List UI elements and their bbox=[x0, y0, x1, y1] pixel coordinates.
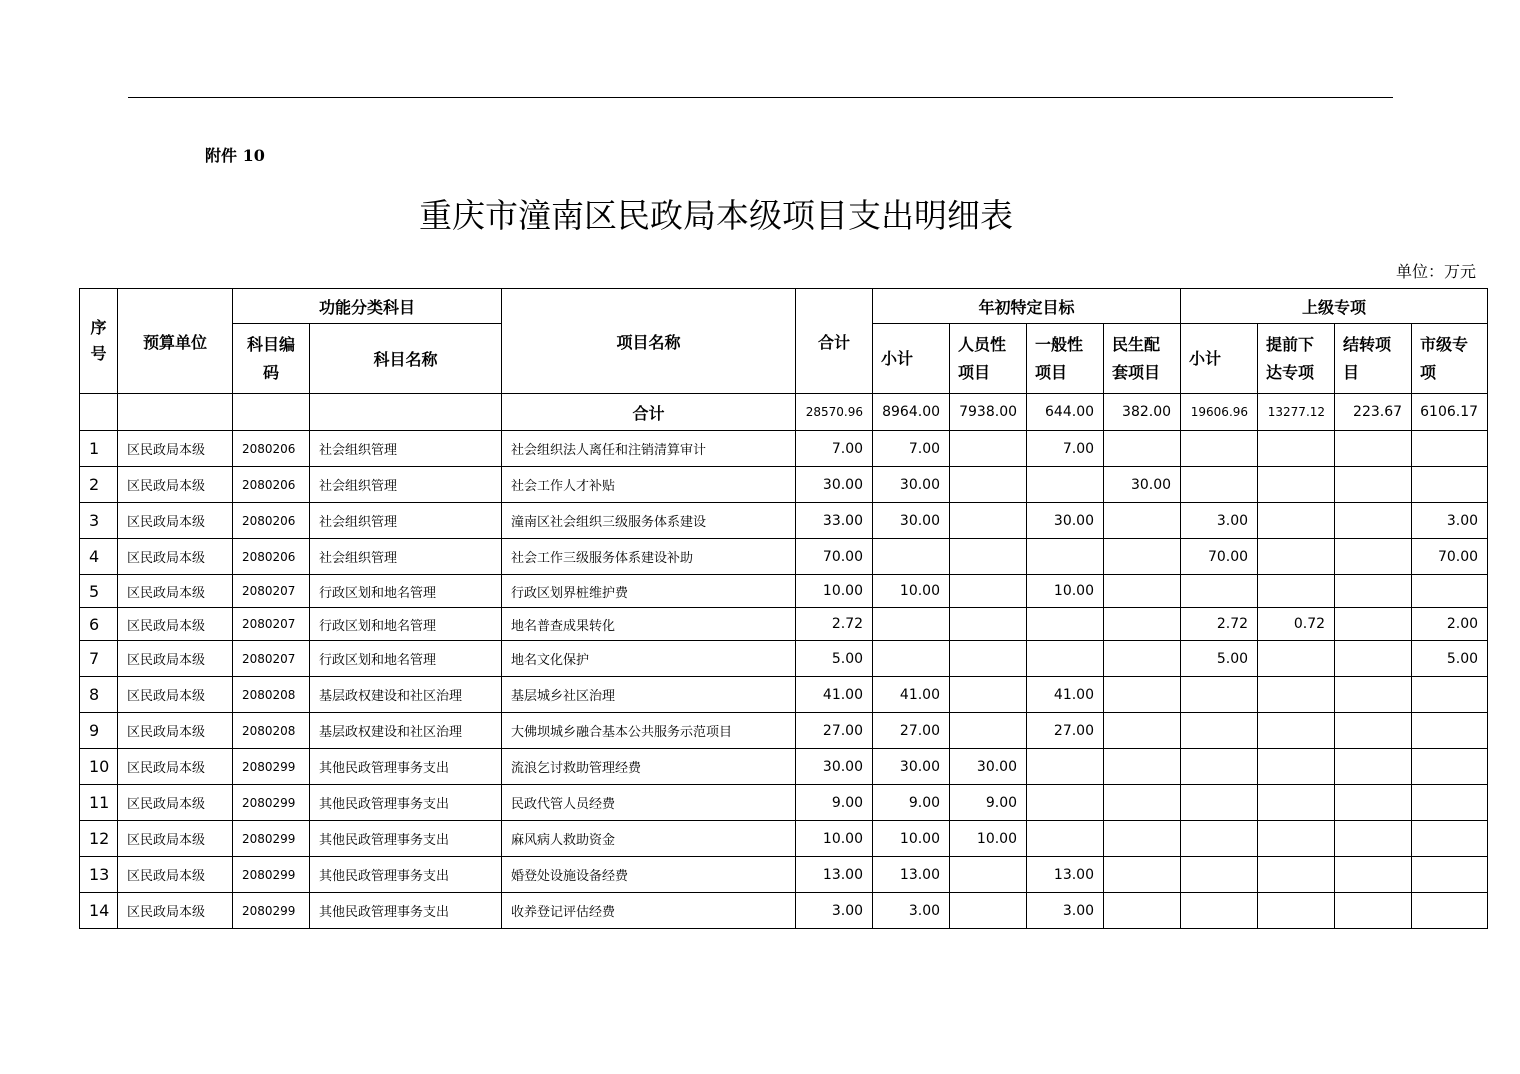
row-city bbox=[1412, 467, 1488, 503]
row-advance bbox=[1258, 641, 1335, 677]
row-general: 27.00 bbox=[1027, 713, 1104, 749]
row-subject-code: 2080208 bbox=[233, 713, 310, 749]
row-city: 2.00 bbox=[1412, 608, 1488, 641]
row-sup-subtotal bbox=[1181, 857, 1258, 893]
row-general: 7.00 bbox=[1027, 431, 1104, 467]
row-subject-code: 2080206 bbox=[233, 431, 310, 467]
row-budget-unit: 区民政局本级 bbox=[118, 677, 233, 713]
row-city bbox=[1412, 785, 1488, 821]
table-row bbox=[80, 503, 1488, 539]
header-total: 合计 bbox=[796, 289, 873, 394]
row-total: 13.00 bbox=[796, 857, 873, 893]
row-city bbox=[1412, 713, 1488, 749]
row-total: 10.00 bbox=[796, 821, 873, 857]
row-total: 9.00 bbox=[796, 785, 873, 821]
row-carryover bbox=[1335, 821, 1412, 857]
table-row bbox=[80, 641, 1488, 677]
row-advance bbox=[1258, 503, 1335, 539]
table-row bbox=[80, 821, 1488, 857]
table-row bbox=[80, 575, 1488, 608]
header-sup-subtotal: 小计 bbox=[1181, 324, 1258, 394]
row-it-subtotal: 3.00 bbox=[873, 893, 950, 929]
header-subject-code: 科目编码 bbox=[233, 324, 310, 394]
row-seq: 2 bbox=[80, 467, 118, 503]
page-title: 重庆市潼南区民政局本级项目支出明细表 bbox=[419, 196, 1013, 235]
row-advance bbox=[1258, 677, 1335, 713]
totals-livelihood: 382.00 bbox=[1104, 394, 1181, 431]
row-subject-code: 2080206 bbox=[233, 467, 310, 503]
row-project-name: 民政代管人员经费 bbox=[502, 785, 796, 821]
row-carryover bbox=[1335, 713, 1412, 749]
row-carryover bbox=[1335, 677, 1412, 713]
row-budget-unit: 区民政局本级 bbox=[118, 749, 233, 785]
table-row bbox=[80, 677, 1488, 713]
row-personnel bbox=[950, 677, 1027, 713]
row-city bbox=[1412, 575, 1488, 608]
row-subject-code: 2080299 bbox=[233, 821, 310, 857]
totals-empty-cell bbox=[233, 394, 310, 431]
row-subject-code: 2080299 bbox=[233, 893, 310, 929]
row-sup-subtotal bbox=[1181, 713, 1258, 749]
row-sup-subtotal bbox=[1181, 467, 1258, 503]
row-total: 33.00 bbox=[796, 503, 873, 539]
row-it-subtotal: 41.00 bbox=[873, 677, 950, 713]
row-project-name: 婚登处设施设备经费 bbox=[502, 857, 796, 893]
table-row bbox=[80, 539, 1488, 575]
row-total: 27.00 bbox=[796, 713, 873, 749]
header-carryover: 结转项目 bbox=[1335, 324, 1412, 394]
row-carryover bbox=[1335, 893, 1412, 929]
totals-it-subtotal: 8964.00 bbox=[873, 394, 950, 431]
row-seq: 11 bbox=[80, 785, 118, 821]
row-livelihood: 30.00 bbox=[1104, 467, 1181, 503]
row-general bbox=[1027, 749, 1104, 785]
row-sup-subtotal bbox=[1181, 575, 1258, 608]
row-livelihood bbox=[1104, 503, 1181, 539]
row-advance bbox=[1258, 785, 1335, 821]
row-seq: 14 bbox=[80, 893, 118, 929]
row-total: 41.00 bbox=[796, 677, 873, 713]
row-personnel bbox=[950, 857, 1027, 893]
row-total: 10.00 bbox=[796, 575, 873, 608]
header-general: 一般性项目 bbox=[1027, 324, 1104, 394]
row-personnel bbox=[950, 608, 1027, 641]
header-seq: 序号 bbox=[80, 289, 118, 394]
row-livelihood bbox=[1104, 713, 1181, 749]
row-it-subtotal: 30.00 bbox=[873, 749, 950, 785]
row-livelihood bbox=[1104, 608, 1181, 641]
row-sup-subtotal: 2.72 bbox=[1181, 608, 1258, 641]
row-advance bbox=[1258, 857, 1335, 893]
row-subject-name: 基层政权建设和社区治理 bbox=[310, 713, 502, 749]
row-subject-code: 2080299 bbox=[233, 749, 310, 785]
row-subject-name: 社会组织管理 bbox=[310, 539, 502, 575]
row-project-name: 行政区划界桩维护费 bbox=[502, 575, 796, 608]
row-livelihood bbox=[1104, 857, 1181, 893]
row-budget-unit: 区民政局本级 bbox=[118, 467, 233, 503]
header-budget-unit: 预算单位 bbox=[118, 289, 233, 394]
header-initial-target: 年初特定目标 bbox=[873, 289, 1181, 324]
row-it-subtotal: 13.00 bbox=[873, 857, 950, 893]
row-general: 3.00 bbox=[1027, 893, 1104, 929]
row-it-subtotal: 10.00 bbox=[873, 821, 950, 857]
row-livelihood bbox=[1104, 821, 1181, 857]
row-project-name: 潼南区社会组织三级服务体系建设 bbox=[502, 503, 796, 539]
row-project-name: 地名文化保护 bbox=[502, 641, 796, 677]
row-general bbox=[1027, 641, 1104, 677]
row-subject-name: 基层政权建设和社区治理 bbox=[310, 677, 502, 713]
row-budget-unit: 区民政局本级 bbox=[118, 857, 233, 893]
row-livelihood bbox=[1104, 539, 1181, 575]
row-budget-unit: 区民政局本级 bbox=[118, 575, 233, 608]
row-subject-code: 2080207 bbox=[233, 575, 310, 608]
row-budget-unit: 区民政局本级 bbox=[118, 431, 233, 467]
row-carryover bbox=[1335, 539, 1412, 575]
header-personnel: 人员性项目 bbox=[950, 324, 1027, 394]
row-total: 3.00 bbox=[796, 893, 873, 929]
row-personnel bbox=[950, 893, 1027, 929]
totals-row bbox=[80, 394, 1488, 431]
row-seq: 7 bbox=[80, 641, 118, 677]
row-personnel bbox=[950, 467, 1027, 503]
row-carryover bbox=[1335, 575, 1412, 608]
row-sup-subtotal bbox=[1181, 431, 1258, 467]
row-advance bbox=[1258, 713, 1335, 749]
table-row bbox=[80, 713, 1488, 749]
row-seq: 5 bbox=[80, 575, 118, 608]
row-city bbox=[1412, 821, 1488, 857]
row-personnel bbox=[950, 539, 1027, 575]
row-it-subtotal: 30.00 bbox=[873, 467, 950, 503]
row-city: 70.00 bbox=[1412, 539, 1488, 575]
totals-carryover: 223.67 bbox=[1335, 394, 1412, 431]
row-it-subtotal bbox=[873, 641, 950, 677]
row-it-subtotal: 30.00 bbox=[873, 503, 950, 539]
header-superior-special: 上级专项 bbox=[1181, 289, 1488, 324]
row-project-name: 社会工作人才补贴 bbox=[502, 467, 796, 503]
row-subject-name: 行政区划和地名管理 bbox=[310, 575, 502, 608]
row-general bbox=[1027, 821, 1104, 857]
row-budget-unit: 区民政局本级 bbox=[118, 893, 233, 929]
row-project-name: 大佛坝城乡融合基本公共服务示范项目 bbox=[502, 713, 796, 749]
row-advance bbox=[1258, 575, 1335, 608]
row-total: 70.00 bbox=[796, 539, 873, 575]
totals-empty-cell bbox=[310, 394, 502, 431]
header-subject-name: 科目名称 bbox=[310, 324, 502, 394]
row-city: 5.00 bbox=[1412, 641, 1488, 677]
row-subject-name: 其他民政管理事务支出 bbox=[310, 857, 502, 893]
row-subject-name: 其他民政管理事务支出 bbox=[310, 749, 502, 785]
totals-personnel: 7938.00 bbox=[950, 394, 1027, 431]
row-it-subtotal bbox=[873, 608, 950, 641]
row-livelihood bbox=[1104, 749, 1181, 785]
row-livelihood bbox=[1104, 575, 1181, 608]
row-budget-unit: 区民政局本级 bbox=[118, 641, 233, 677]
row-personnel: 9.00 bbox=[950, 785, 1027, 821]
row-budget-unit: 区民政局本级 bbox=[118, 608, 233, 641]
unit-label: 单位：万元 bbox=[1395, 262, 1476, 281]
row-seq: 1 bbox=[80, 431, 118, 467]
row-sup-subtotal bbox=[1181, 785, 1258, 821]
row-city bbox=[1412, 677, 1488, 713]
row-seq: 3 bbox=[80, 503, 118, 539]
row-livelihood bbox=[1104, 893, 1181, 929]
row-city: 3.00 bbox=[1412, 503, 1488, 539]
row-budget-unit: 区民政局本级 bbox=[118, 503, 233, 539]
row-it-subtotal: 27.00 bbox=[873, 713, 950, 749]
header-func-category: 功能分类科目 bbox=[233, 289, 502, 324]
row-seq: 6 bbox=[80, 608, 118, 641]
row-general: 30.00 bbox=[1027, 503, 1104, 539]
row-budget-unit: 区民政局本级 bbox=[118, 821, 233, 857]
row-subject-name: 其他民政管理事务支出 bbox=[310, 821, 502, 857]
row-subject-code: 2080208 bbox=[233, 677, 310, 713]
totals-empty-cell bbox=[80, 394, 118, 431]
row-subject-name: 其他民政管理事务支出 bbox=[310, 893, 502, 929]
row-sup-subtotal: 70.00 bbox=[1181, 539, 1258, 575]
row-carryover bbox=[1335, 857, 1412, 893]
row-general bbox=[1027, 785, 1104, 821]
row-advance bbox=[1258, 539, 1335, 575]
row-it-subtotal: 9.00 bbox=[873, 785, 950, 821]
row-advance bbox=[1258, 467, 1335, 503]
row-carryover bbox=[1335, 749, 1412, 785]
row-seq: 12 bbox=[80, 821, 118, 857]
header-project-name: 项目名称 bbox=[502, 289, 796, 394]
row-advance bbox=[1258, 431, 1335, 467]
table-row bbox=[80, 857, 1488, 893]
row-subject-name: 社会组织管理 bbox=[310, 467, 502, 503]
row-personnel bbox=[950, 641, 1027, 677]
table-row bbox=[80, 785, 1488, 821]
row-carryover bbox=[1335, 785, 1412, 821]
row-carryover bbox=[1335, 431, 1412, 467]
row-personnel bbox=[950, 575, 1027, 608]
attachment-label: 附件 10 bbox=[205, 146, 265, 165]
row-subject-name: 社会组织管理 bbox=[310, 503, 502, 539]
row-personnel: 30.00 bbox=[950, 749, 1027, 785]
row-total: 30.00 bbox=[796, 467, 873, 503]
row-subject-name: 社会组织管理 bbox=[310, 431, 502, 467]
row-subject-code: 2080207 bbox=[233, 641, 310, 677]
totals-sup-subtotal: 19606.96 bbox=[1181, 394, 1258, 431]
table-row bbox=[80, 608, 1488, 641]
row-carryover bbox=[1335, 503, 1412, 539]
header-rule bbox=[128, 97, 1393, 98]
row-advance bbox=[1258, 893, 1335, 929]
row-subject-name: 行政区划和地名管理 bbox=[310, 608, 502, 641]
table-row bbox=[80, 749, 1488, 785]
row-subject-name: 其他民政管理事务支出 bbox=[310, 785, 502, 821]
row-total: 5.00 bbox=[796, 641, 873, 677]
row-personnel: 10.00 bbox=[950, 821, 1027, 857]
row-project-name: 流浪乞讨救助管理经费 bbox=[502, 749, 796, 785]
table-row bbox=[80, 893, 1488, 929]
row-city bbox=[1412, 893, 1488, 929]
row-total: 2.72 bbox=[796, 608, 873, 641]
row-carryover bbox=[1335, 608, 1412, 641]
row-city bbox=[1412, 431, 1488, 467]
row-seq: 13 bbox=[80, 857, 118, 893]
row-livelihood bbox=[1104, 785, 1181, 821]
row-project-name: 社会组织法人离任和注销清算审计 bbox=[502, 431, 796, 467]
row-sup-subtotal bbox=[1181, 893, 1258, 929]
totals-general: 644.00 bbox=[1027, 394, 1104, 431]
totals-empty-cell bbox=[118, 394, 233, 431]
project-expenditure-table bbox=[79, 288, 1488, 929]
row-general bbox=[1027, 467, 1104, 503]
row-seq: 8 bbox=[80, 677, 118, 713]
row-sup-subtotal: 3.00 bbox=[1181, 503, 1258, 539]
row-advance bbox=[1258, 821, 1335, 857]
row-seq: 10 bbox=[80, 749, 118, 785]
row-seq: 9 bbox=[80, 713, 118, 749]
row-subject-code: 2080299 bbox=[233, 785, 310, 821]
row-carryover bbox=[1335, 467, 1412, 503]
header-livelihood: 民生配套项目 bbox=[1104, 324, 1181, 394]
totals-label: 合计 bbox=[502, 394, 796, 431]
totals-advance: 13277.12 bbox=[1258, 394, 1335, 431]
row-sup-subtotal: 5.00 bbox=[1181, 641, 1258, 677]
row-general: 41.00 bbox=[1027, 677, 1104, 713]
row-it-subtotal: 10.00 bbox=[873, 575, 950, 608]
row-livelihood bbox=[1104, 641, 1181, 677]
totals-total: 28570.96 bbox=[796, 394, 873, 431]
row-livelihood bbox=[1104, 431, 1181, 467]
row-it-subtotal bbox=[873, 539, 950, 575]
header-city: 市级专项 bbox=[1412, 324, 1488, 394]
row-subject-name: 行政区划和地名管理 bbox=[310, 641, 502, 677]
row-project-name: 社会工作三级服务体系建设补助 bbox=[502, 539, 796, 575]
row-project-name: 地名普查成果转化 bbox=[502, 608, 796, 641]
row-general: 13.00 bbox=[1027, 857, 1104, 893]
row-personnel bbox=[950, 431, 1027, 467]
row-general bbox=[1027, 608, 1104, 641]
header-advance: 提前下达专项 bbox=[1258, 324, 1335, 394]
row-personnel bbox=[950, 503, 1027, 539]
table-row bbox=[80, 467, 1488, 503]
row-seq: 4 bbox=[80, 539, 118, 575]
row-sup-subtotal bbox=[1181, 821, 1258, 857]
row-personnel bbox=[950, 713, 1027, 749]
table-row bbox=[80, 431, 1488, 467]
row-budget-unit: 区民政局本级 bbox=[118, 713, 233, 749]
row-city bbox=[1412, 857, 1488, 893]
row-project-name: 麻风病人救助资金 bbox=[502, 821, 796, 857]
row-subject-code: 2080299 bbox=[233, 857, 310, 893]
row-budget-unit: 区民政局本级 bbox=[118, 785, 233, 821]
row-budget-unit: 区民政局本级 bbox=[118, 539, 233, 575]
row-subject-code: 2080206 bbox=[233, 503, 310, 539]
row-advance bbox=[1258, 749, 1335, 785]
row-sup-subtotal bbox=[1181, 677, 1258, 713]
row-carryover bbox=[1335, 641, 1412, 677]
row-project-name: 收养登记评估经费 bbox=[502, 893, 796, 929]
row-it-subtotal: 7.00 bbox=[873, 431, 950, 467]
header-it-subtotal: 小计 bbox=[873, 324, 950, 394]
totals-city: 6106.17 bbox=[1412, 394, 1488, 431]
row-subject-code: 2080206 bbox=[233, 539, 310, 575]
row-total: 7.00 bbox=[796, 431, 873, 467]
row-sup-subtotal bbox=[1181, 749, 1258, 785]
row-total: 30.00 bbox=[796, 749, 873, 785]
row-general: 10.00 bbox=[1027, 575, 1104, 608]
row-subject-code: 2080207 bbox=[233, 608, 310, 641]
row-advance: 0.72 bbox=[1258, 608, 1335, 641]
row-project-name: 基层城乡社区治理 bbox=[502, 677, 796, 713]
row-livelihood bbox=[1104, 677, 1181, 713]
row-city bbox=[1412, 749, 1488, 785]
row-general bbox=[1027, 539, 1104, 575]
